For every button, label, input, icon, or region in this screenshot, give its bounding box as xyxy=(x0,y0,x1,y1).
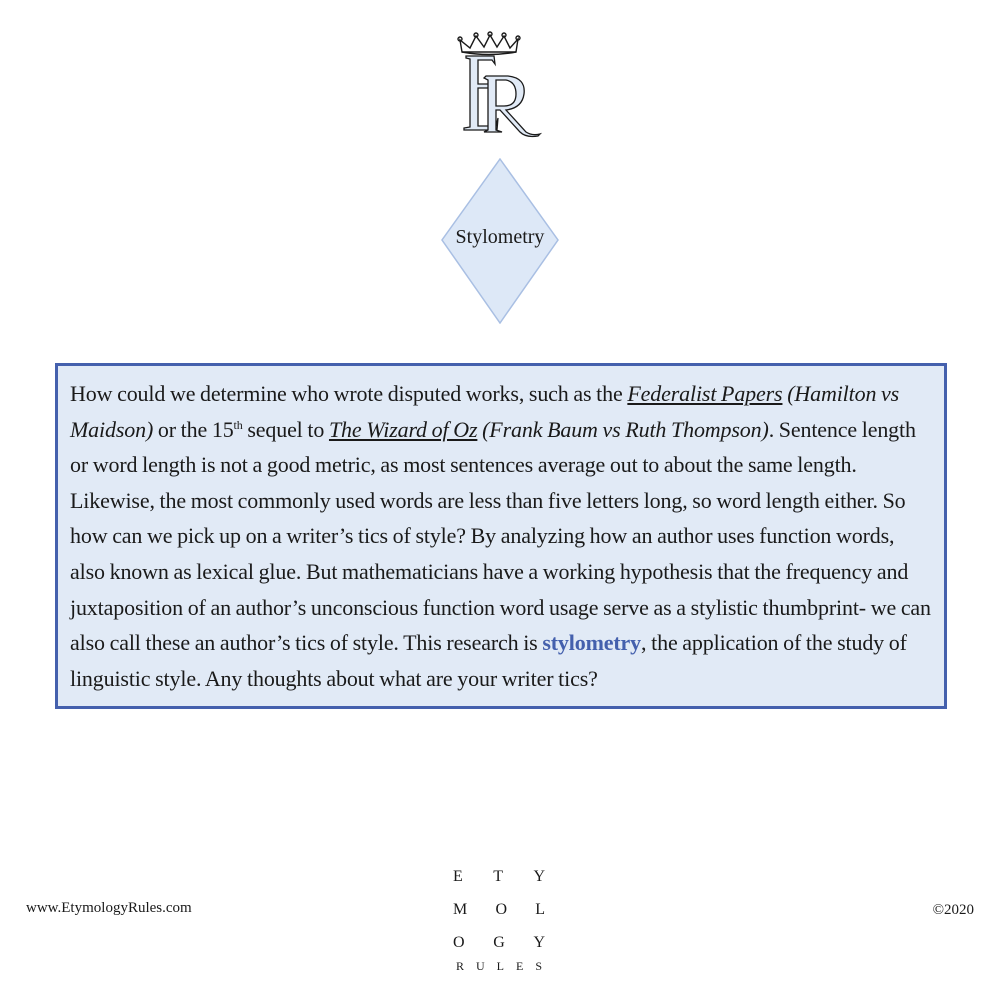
brand-letter: E xyxy=(515,959,526,973)
brand-letter: O xyxy=(495,900,507,918)
oz-authors: (Frank Baum vs Ruth Thompson) xyxy=(477,416,769,442)
article-text: How could we determine who wrote disputed works, such as the xyxy=(70,381,628,406)
federalist-papers-title: Federalist Papers xyxy=(627,381,783,406)
wizard-of-oz-title: The Wizard of Oz xyxy=(328,416,478,442)
brand-letter: R xyxy=(456,959,467,973)
brand-letter: M xyxy=(453,900,468,918)
er-monogram-logo xyxy=(440,30,560,140)
article-text: sequel to xyxy=(242,416,329,442)
brand-letter: Y xyxy=(533,867,545,885)
copyright: ©2020 xyxy=(932,902,974,918)
brand-letter: G xyxy=(493,933,505,951)
brand-letter: O xyxy=(453,933,465,951)
brand-row xyxy=(453,893,545,926)
brand-letter: T xyxy=(493,867,503,885)
brand-letter: S xyxy=(535,959,544,973)
federalist-authors: (Hamilton vs Maidson) xyxy=(70,381,900,442)
brand-rules xyxy=(456,959,544,974)
brand-letter: E xyxy=(453,867,463,885)
article-text: . Sentence length or word length is not a good metric, as most sentences average out to about the same length. Likewise, the most commonly used words are less than five letters long, so word length either. So how can we pick up on a writer’s tics of style? By analyzing how an author uses function words, also known as lexical glue. But mathematicians have a working hypothesis that the frequency and juxtaposition of an author’s unconscious function word usage serve as a stylistic thumbprint- we can also call these an author’s tics of style. This research is xyxy=(70,416,931,656)
article-text: , the application of the study of linguistic style. Any thoughts about what are your writer tics? xyxy=(70,630,907,691)
brand-letter: Y xyxy=(533,933,545,951)
brand-letter: L xyxy=(535,900,545,918)
crown-icon xyxy=(440,30,560,140)
brand-row xyxy=(453,860,545,893)
website-link[interactable]: www.EtymologyRules.com xyxy=(26,900,192,916)
ordinal-suffix: th xyxy=(233,417,243,432)
topic-badge xyxy=(440,158,560,324)
stylometry-term: stylometry xyxy=(542,630,642,656)
brand-letter: U xyxy=(476,959,487,973)
badge-label: Stylometry xyxy=(455,226,545,248)
etymology-rules-logo xyxy=(447,860,557,974)
article-box xyxy=(55,363,947,709)
article-text: or the 15 xyxy=(153,416,234,442)
brand-row xyxy=(453,926,545,959)
brand-letter: L xyxy=(496,959,506,973)
